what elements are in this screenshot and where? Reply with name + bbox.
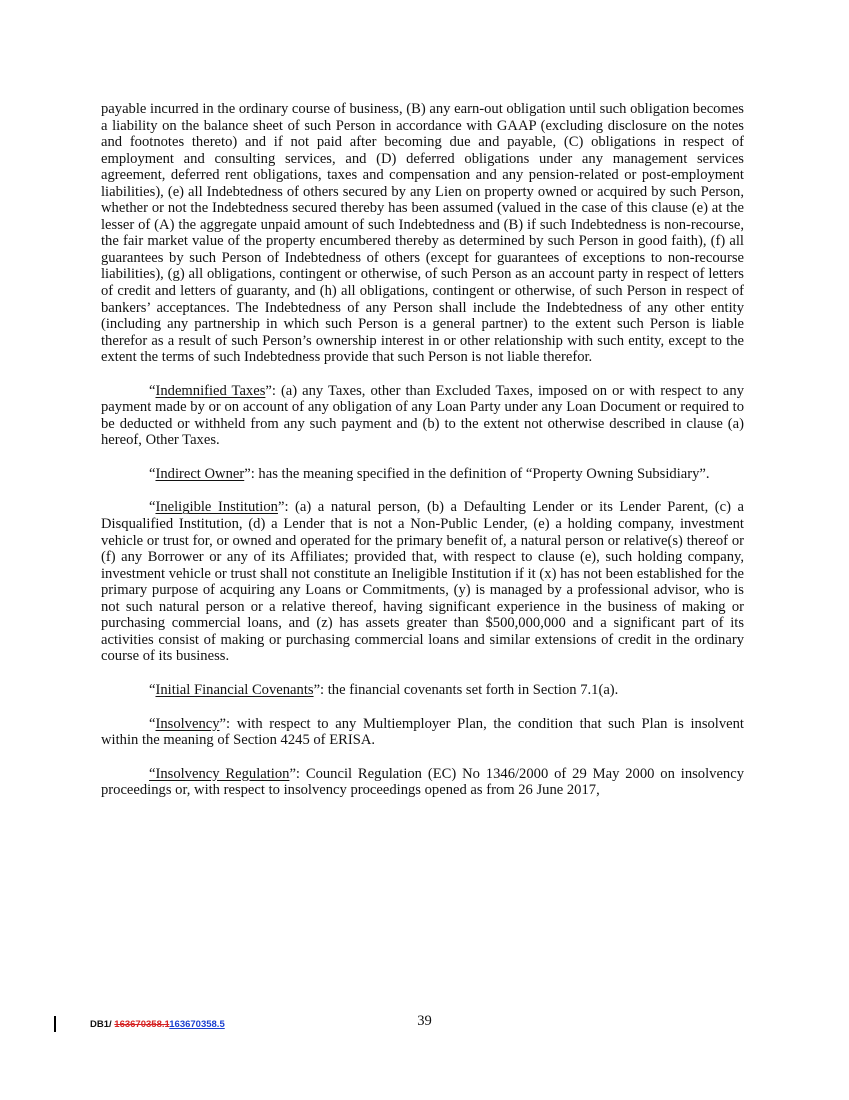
definition-insolvency-regulation — [101, 766, 744, 799]
definition-text: ”: the financial covenants set forth in Section 7.1(a). — [313, 681, 619, 698]
doc-id-inserted: 163670358.5 — [169, 1019, 225, 1030]
open-quote: “ — [149, 499, 156, 516]
definition-text: ”: (a) any Taxes, other than Excluded Taxes, imposed on or with respect to any payment made by or on account of any obligation of any Loan Party under any Loan Document or required to be deducted or withheld from any such payment and (b) to the extent not otherwise described in clause (a) hereof, Other Taxes. — [101, 382, 744, 449]
definition-initial-financial-covenants — [101, 682, 744, 699]
defined-term: Initial Financial Covenants — [155, 681, 314, 698]
definition-text: ”: has the meaning specified in the definition of “Property Owning Subsidiary”. — [244, 465, 710, 482]
definition-insolvency — [101, 716, 744, 749]
document-body — [101, 101, 744, 816]
definition-indemnified-taxes — [101, 383, 744, 449]
defined-term: Insolvency — [155, 715, 220, 732]
definition-indirect-owner — [101, 466, 744, 483]
defined-term: “Insolvency Regulation — [149, 765, 290, 782]
definition-ineligible-institution — [101, 499, 744, 664]
doc-id-deleted: 163670358.1 — [114, 1019, 170, 1030]
defined-term: Indirect Owner — [155, 465, 245, 482]
page-number: 39 — [417, 1013, 432, 1029]
doc-id-prefix: DB1/ — [90, 1019, 115, 1030]
continued-text: payable incurred in the ordinary course of business, (B) any earn-out obligation until such obligation becomes a liability on the balance sheet of such Person in accordance with GAAP (excluding disclosure on the notes and footnotes thereto) and if not paid after becoming due and payable, (C) obligations in respect of employment and consulting services, and (D) deferred obligations under any management services agreement, deferred rent obligations, taxes and compensation and any pension-related or post-employment liabilities), (e) all Indebtedness of others secured by any Lien on property owned or acquired by such Person, whether or not the Indebtedness secured thereby has been assumed (valued in the case of this clause (e) at the lesser of (A) the aggregate unpaid amount of such Indebtedness and (B) if such Indebtedness is non-recourse, the fair market value of the property encumbered thereby as determined by such Person in good faith), (f) all guarantees by such Person of Indebtedness of others (except for guarantees of exceptions to non-recourse liabilities), (g) all obligations, contingent or otherwise, of such Person as an account party in respect of letters of credit and letters of guaranty, and (h) all obligations, contingent or otherwise, of such Person in respect of bankers’ acceptances. The Indebtedness of any Person shall include the Indebtedness of any other entity (including any partnership in which such Person is a general partner) to the extent such Person is liable therefor as a result of such Person’s ownership interest in or other relationship with such entity, except to the extent the terms of such Indebtedness provide that such Person is not liable therefor. — [101, 101, 744, 366]
defined-term: Indemnified Taxes — [155, 382, 266, 399]
definition-text: ”: with respect to any Multiemployer Plan, the condition that such Plan is insolvent within the meaning of Section 4245 of ERISA. — [101, 715, 744, 749]
open-quote: “ — [149, 715, 156, 732]
open-quote: “ — [149, 681, 156, 698]
open-quote: “ — [149, 465, 156, 482]
open-quote: “ — [149, 382, 156, 399]
definition-text: ”: (a) a natural person, (b) a Defaulting Lender or its Lender Parent, (c) a Disqualified Institution, (d) a Lender that is not a Non-Public Lender, (e) a holding company, investment vehicle or trust for, or owned and operated for the primary benefit of, a natural person or relative(s) thereof or (f) any Borrower or any of its Affiliates; provided that, with respect to clause (e), such holding company, investment vehicle or trust shall not constitute an Ineligible Institution if it (x) has not been established for the primary purpose of acquiring any Loans or Commitments, (y) is managed by a professional advisor, who is not such natural person or a relative thereof, having significant experience in the business of making or purchasing commercial loans, and (z) has assets greater than $500,000,000 and a significant part of its activities consist of making or purchasing commercial loans and similar extensions of credit in the ordinary course of its business. — [101, 499, 744, 665]
indebtedness-definition-continued — [101, 101, 744, 366]
defined-term: Ineligible Institution — [155, 499, 278, 516]
definition-text: ”: Council Regulation (EC) No 1346/2000 of 29 May 2000 on insolvency proceedings or, with respect to insolvency proceedings opened as from 26 June 2017, — [101, 765, 745, 799]
